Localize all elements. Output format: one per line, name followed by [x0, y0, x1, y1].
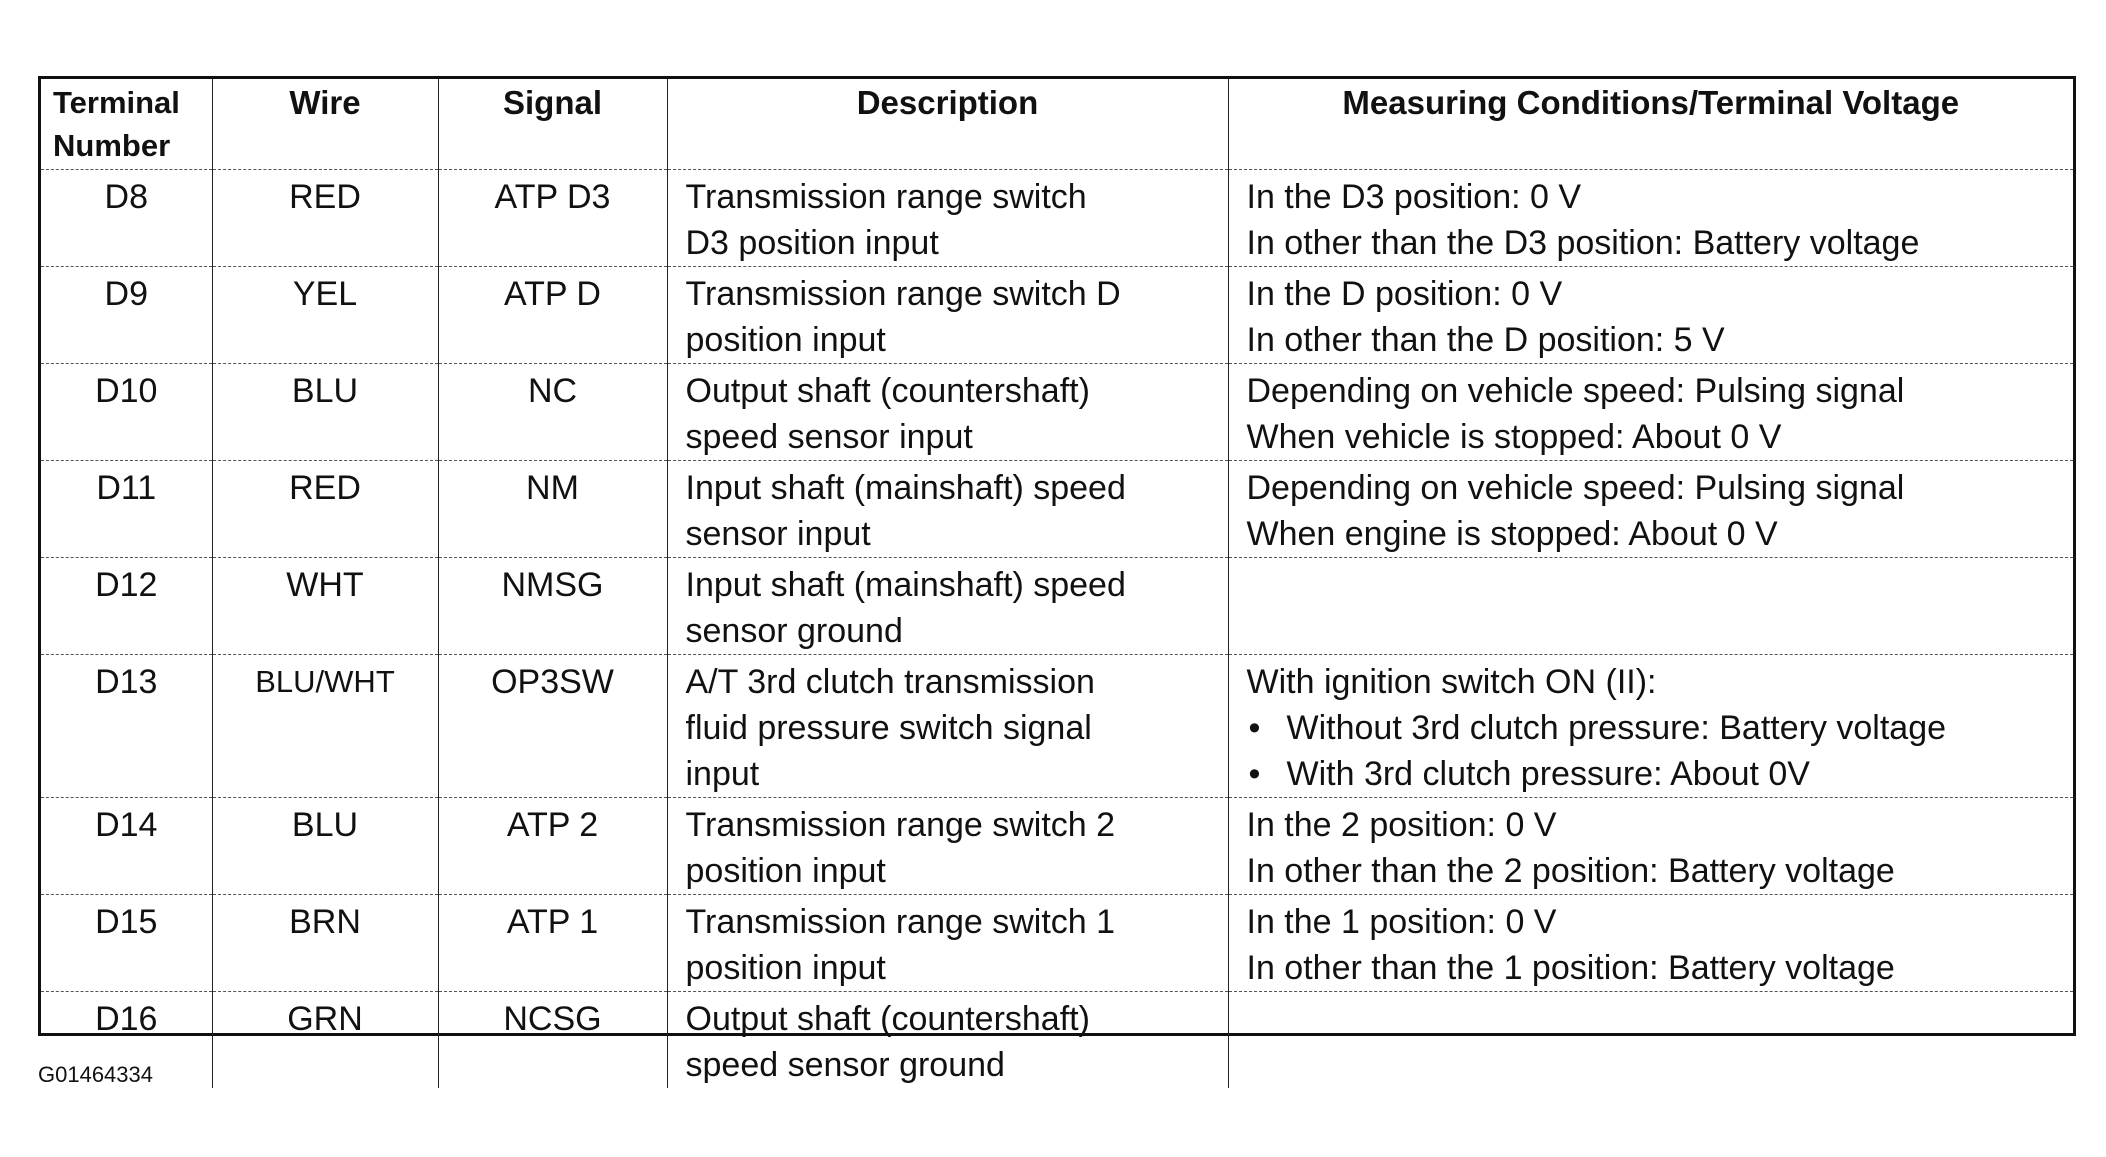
table-row: [41, 363, 2073, 460]
conditions-cell: [1228, 363, 2073, 460]
conditions-cell: [1228, 654, 2073, 797]
terminal-cell: D15: [41, 894, 212, 991]
conditions-cell: [1228, 991, 2073, 1088]
condition-line: When engine is stopped: About 0 V: [1246, 514, 1778, 553]
condition-line: In the 1 position: 0 V: [1246, 902, 1557, 941]
wire-cell: WHT: [212, 557, 438, 654]
condition-line: In the D3 position: 0 V: [1246, 177, 1582, 216]
description-line: D3 position input: [685, 223, 939, 262]
condition-line: When vehicle is stopped: About 0 V: [1246, 417, 1782, 456]
wire-cell: RED: [212, 460, 438, 557]
description-line: position input: [685, 948, 886, 987]
condition-line: In other than the D position: 5 V: [1246, 320, 1725, 359]
wire-cell: RED: [212, 169, 438, 266]
header-wire: Wire: [212, 79, 438, 169]
description-line: Transmission range switch D: [685, 274, 1121, 313]
table-row: [41, 991, 2073, 1088]
table-header-row: [41, 79, 2073, 169]
description-cell: [667, 991, 1228, 1088]
terminal-cell: D10: [41, 363, 212, 460]
description-cell: [667, 557, 1228, 654]
table-row: [41, 557, 2073, 654]
description-line: position input: [685, 851, 886, 890]
condition-line: In other than the D3 position: Battery voltage: [1246, 223, 1920, 262]
description-cell: [667, 797, 1228, 894]
condition-line: In other than the 2 position: Battery voltage: [1246, 851, 1895, 890]
signal-cell: NM: [438, 460, 667, 557]
condition-line: In the D position: 0 V: [1246, 274, 1563, 313]
table-row: [41, 169, 2073, 266]
table-row: [41, 654, 2073, 797]
condition-line: In the 2 position: 0 V: [1246, 805, 1557, 844]
description-cell: [667, 363, 1228, 460]
header-signal: Signal: [438, 79, 667, 169]
description-line: Output shaft (countershaft): [685, 999, 1090, 1038]
description-line: Output shaft (countershaft): [685, 371, 1090, 410]
condition-line: Without 3rd clutch pressure: Battery voltage: [1286, 708, 1947, 747]
description-cell: [667, 894, 1228, 991]
conditions-cell: [1228, 169, 2073, 266]
condition-bullet-item: [1247, 705, 2064, 751]
bullet-icon: •: [1248, 708, 1261, 747]
description-line: speed sensor input: [685, 417, 973, 456]
description-line: sensor input: [685, 514, 871, 553]
description-cell: [667, 654, 1228, 797]
signal-cell: ATP D: [438, 266, 667, 363]
condition-bullet-item: [1247, 751, 2064, 797]
terminal-cell: D9: [41, 266, 212, 363]
bullet-icon: •: [1248, 754, 1261, 793]
description-line: Transmission range switch 2: [685, 805, 1116, 844]
signal-cell: ATP D3: [438, 169, 667, 266]
table-row: [41, 266, 2073, 363]
wire-cell: GRN: [212, 991, 438, 1088]
terminal-cell: D16: [41, 991, 212, 1088]
conditions-cell: [1228, 460, 2073, 557]
terminal-cell: D8: [41, 169, 212, 266]
condition-line: With 3rd clutch pressure: About 0V: [1286, 754, 1810, 793]
header-description: Description: [667, 79, 1228, 169]
wire-cell: BRN: [212, 894, 438, 991]
header-conditions: Measuring Conditions/Terminal Voltage: [1228, 79, 2073, 169]
description-line: Input shaft (mainshaft) speed: [685, 565, 1126, 604]
wire-cell: BLU: [212, 363, 438, 460]
wire-cell: BLU/WHT: [212, 654, 438, 797]
conditions-cell: [1228, 557, 2073, 654]
conditions-cell: [1228, 894, 2073, 991]
description-cell: [667, 266, 1228, 363]
terminal-voltage-table: [41, 79, 2073, 1088]
description-cell: [667, 460, 1228, 557]
description-line: A/T 3rd clutch transmission: [685, 662, 1095, 701]
description-line: Transmission range switch 1: [685, 902, 1116, 941]
signal-cell: NCSG: [438, 991, 667, 1088]
description-line: sensor ground: [685, 611, 903, 650]
wire-cell: BLU: [212, 797, 438, 894]
condition-line: With ignition switch ON (II):: [1246, 662, 1657, 701]
conditions-cell: [1228, 797, 2073, 894]
conditions-cell: [1228, 266, 2073, 363]
terminal-cell: D14: [41, 797, 212, 894]
table-row: [41, 894, 2073, 991]
signal-cell: NMSG: [438, 557, 667, 654]
condition-line: In other than the 1 position: Battery voltage: [1246, 948, 1895, 987]
description-line: Transmission range switch: [685, 177, 1087, 216]
signal-cell: OP3SW: [438, 654, 667, 797]
description-line: position input: [685, 320, 886, 359]
terminal-cell: D12: [41, 557, 212, 654]
condition-line: Depending on vehicle speed: Pulsing signal: [1246, 468, 1905, 507]
terminal-cell: D13: [41, 654, 212, 797]
table-row: [41, 797, 2073, 894]
signal-cell: ATP 1: [438, 894, 667, 991]
wire-cell: YEL: [212, 266, 438, 363]
description-cell: [667, 169, 1228, 266]
header-terminal-number: Terminal Number: [41, 79, 212, 169]
figure-code: G01464334: [38, 1062, 153, 1087]
condition-line: Depending on vehicle speed: Pulsing signal: [1246, 371, 1905, 410]
terminal-cell: D11: [41, 460, 212, 557]
description-line: speed sensor ground: [685, 1045, 1005, 1084]
description-line: Input shaft (mainshaft) speed: [685, 468, 1126, 507]
table-row: [41, 460, 2073, 557]
signal-cell: ATP 2: [438, 797, 667, 894]
signal-cell: NC: [438, 363, 667, 460]
description-line: input: [685, 754, 760, 793]
description-line: fluid pressure switch signal: [685, 708, 1092, 747]
